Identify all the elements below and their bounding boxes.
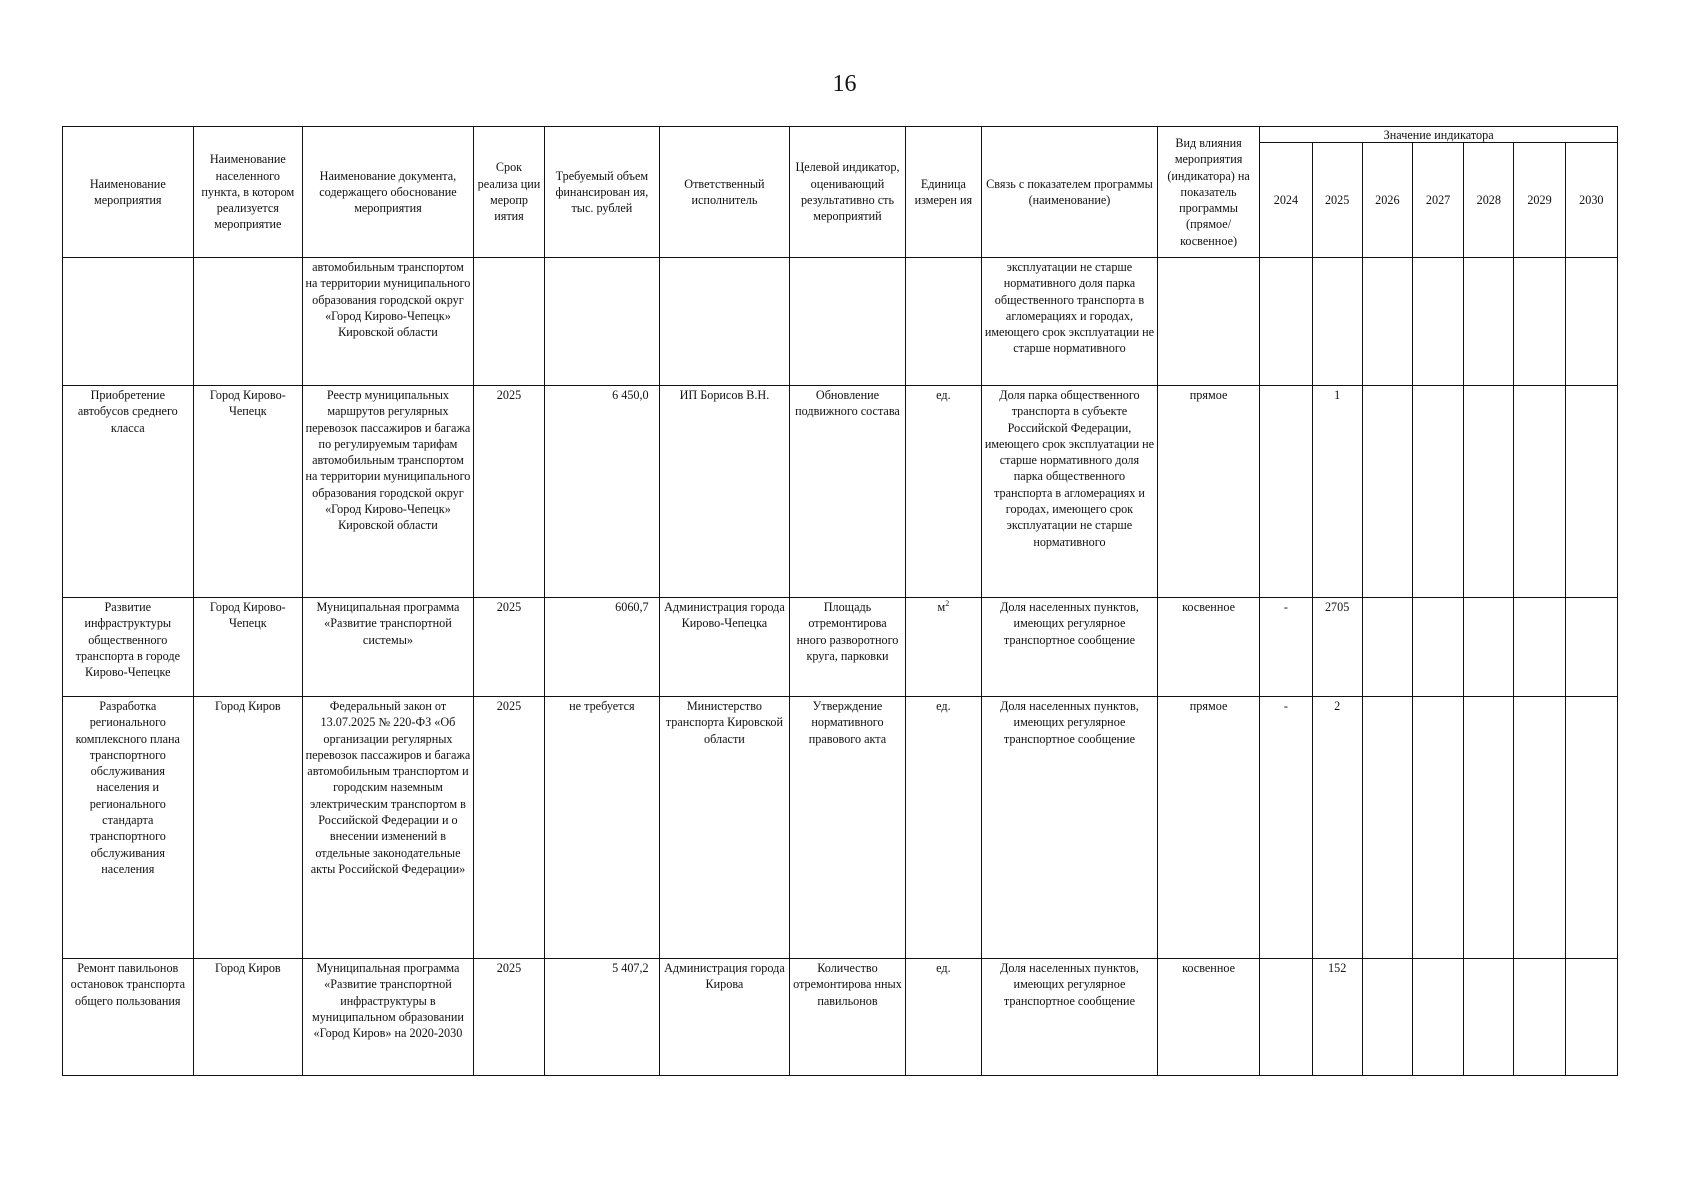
header-term: Срок реализа ции меропр иятия <box>473 127 544 258</box>
header-name: Наименование мероприятия <box>63 127 194 258</box>
cell-term: 2025 <box>473 697 544 959</box>
cell-value-2027 <box>1412 697 1463 959</box>
cell-value-2030 <box>1565 258 1617 386</box>
cell-value-2028 <box>1464 386 1514 598</box>
cell-term: 2025 <box>473 959 544 1076</box>
cell-value-2026 <box>1362 258 1412 386</box>
cell-executor: Администрация города Кирово-Чепецка <box>659 598 790 697</box>
cell-indicator: Обновление подвижного состава <box>790 386 906 598</box>
table-row <box>63 386 1618 598</box>
cell-document: Федеральный закон от 13.07.2025 № 220-ФЗ «Об организации регулярных перевозок пассажиров и багажа автомобильным транспортом и городским наземным электрическим транспортом в Российской Федерации и о внесении изменений в отдельные законодательные акты Российской Федерации» <box>303 697 474 959</box>
header-year: 2024 <box>1260 143 1312 258</box>
cell-value-2026 <box>1362 598 1412 697</box>
header-year: 2026 <box>1362 143 1412 258</box>
cell-value-2024: - <box>1260 697 1312 959</box>
header-document: Наименование документа, содержащего обоснование мероприятия <box>303 127 474 258</box>
cell-value-2028 <box>1464 697 1514 959</box>
cell-executor: Администрация города Кирова <box>659 959 790 1076</box>
cell-value-2024: - <box>1260 598 1312 697</box>
header-locality: Наименование населенного пункта, в котором реализуется мероприятие <box>193 127 302 258</box>
cell-value-2025 <box>1312 258 1362 386</box>
cell-locality: Город Кирово-Чепецк <box>193 598 302 697</box>
cell-name: Приобретение автобусов среднего класса <box>63 386 194 598</box>
header-funding: Требуемый объем финансирован ия, тыс. рублей <box>545 127 660 258</box>
cell-value-2027 <box>1412 598 1463 697</box>
cell-term: 2025 <box>473 386 544 598</box>
cell-locality: Город Киров <box>193 697 302 959</box>
cell-term: 2025 <box>473 598 544 697</box>
cell-value-2027 <box>1412 386 1463 598</box>
cell-value-2025: 1 <box>1312 386 1362 598</box>
cell-link: Доля населенных пунктов, имеющих регулярное транспортное сообщение <box>982 959 1158 1076</box>
cell-impact: прямое <box>1157 386 1259 598</box>
cell-value-2029 <box>1514 386 1565 598</box>
cell-executor <box>659 258 790 386</box>
cell-value-2025: 2705 <box>1312 598 1362 697</box>
cell-funding: 6060,7 <box>545 598 660 697</box>
cell-funding: не требуется <box>545 697 660 959</box>
unit-text: м <box>937 600 946 614</box>
cell-indicator: Площадь отремонтирова нного разворотного круга, парковки <box>790 598 906 697</box>
cell-value-2026 <box>1362 697 1412 959</box>
cell-impact <box>1157 258 1259 386</box>
cell-value-2029 <box>1514 598 1565 697</box>
cell-indicator: Утверждение нормативного правового акта <box>790 697 906 959</box>
table-row <box>63 598 1618 697</box>
cell-value-2027 <box>1412 258 1463 386</box>
header-executor: Ответственный исполнитель <box>659 127 790 258</box>
cell-link: Доля парка общественного транспорта в субъекте Российской Федерации, имеющего срок эксплуатации не старше нормативного доля парка общественного транспорта в агломерациях и городах, имеющего срок эксплуатации не старше нормативного <box>982 386 1158 598</box>
cell-value-2029 <box>1514 258 1565 386</box>
header-year: 2027 <box>1412 143 1463 258</box>
cell-executor: Министерство транспорта Кировской области <box>659 697 790 959</box>
cell-executor: ИП Борисов В.Н. <box>659 386 790 598</box>
cell-unit <box>905 598 981 697</box>
cell-value-2024 <box>1260 959 1312 1076</box>
cell-name: Развитие инфраструктуры общественного транспорта в городе Кирово-Чепецке <box>63 598 194 697</box>
unit-superscript: 2 <box>945 598 950 608</box>
header-indicator-value: Значение индикатора <box>1260 127 1618 143</box>
header-unit: Единица измерен ия <box>905 127 981 258</box>
cell-name <box>63 258 194 386</box>
cell-term <box>473 258 544 386</box>
cell-value-2024 <box>1260 386 1312 598</box>
header-year: 2029 <box>1514 143 1565 258</box>
table-row <box>63 959 1618 1076</box>
header-link: Связь с показателем программы (наименование) <box>982 127 1158 258</box>
cell-value-2030 <box>1565 959 1617 1076</box>
cell-value-2025: 152 <box>1312 959 1362 1076</box>
header-year: 2028 <box>1464 143 1514 258</box>
cell-indicator: Количество отремонтирова нных павильонов <box>790 959 906 1076</box>
cell-name: Разработка регионального комплексного плана транспортного обслуживания населения и регионального стандарта транспортного обслуживания населения <box>63 697 194 959</box>
cell-unit: ед. <box>905 959 981 1076</box>
cell-funding: 6 450,0 <box>545 386 660 598</box>
cell-link: Доля населенных пунктов, имеющих регулярное транспортное сообщение <box>982 697 1158 959</box>
table-row <box>63 258 1618 386</box>
cell-value-2029 <box>1514 959 1565 1076</box>
cell-value-2030 <box>1565 386 1617 598</box>
cell-value-2027 <box>1412 959 1463 1076</box>
cell-value-2025: 2 <box>1312 697 1362 959</box>
cell-locality: Город Кирово-Чепецк <box>193 386 302 598</box>
cell-value-2029 <box>1514 697 1565 959</box>
header-indicator: Целевой индикатор, оценивающий результативно сть мероприятий <box>790 127 906 258</box>
cell-impact: прямое <box>1157 697 1259 959</box>
cell-impact: косвенное <box>1157 959 1259 1076</box>
cell-funding <box>545 258 660 386</box>
cell-document: автомобильным транспортом на территории муниципального образования городской округ «Город Кирово-Чепецк» Кировской области <box>303 258 474 386</box>
cell-value-2028 <box>1464 598 1514 697</box>
cell-value-2026 <box>1362 959 1412 1076</box>
cell-unit: ед. <box>905 697 981 959</box>
cell-locality <box>193 258 302 386</box>
cell-funding: 5 407,2 <box>545 959 660 1076</box>
cell-link: Доля населенных пунктов, имеющих регулярное транспортное сообщение <box>982 598 1158 697</box>
cell-document: Муниципальная программа «Развитие транспортной системы» <box>303 598 474 697</box>
cell-value-2028 <box>1464 258 1514 386</box>
cell-value-2030 <box>1565 697 1617 959</box>
cell-value-2028 <box>1464 959 1514 1076</box>
cell-unit: ед. <box>905 386 981 598</box>
header-year: 2030 <box>1565 143 1617 258</box>
page-number: 16 <box>832 71 857 97</box>
cell-name: Ремонт павильонов остановок транспорта общего пользования <box>63 959 194 1076</box>
header-year: 2025 <box>1312 143 1362 258</box>
cell-indicator <box>790 258 906 386</box>
cell-locality: Город Киров <box>193 959 302 1076</box>
table-row <box>63 697 1618 959</box>
cell-value-2026 <box>1362 386 1412 598</box>
cell-impact: косвенное <box>1157 598 1259 697</box>
header-impact: Вид влияния мероприятия (индикатора) на показатель программы (прямое/ косвенное) <box>1157 127 1259 258</box>
cell-document: Муниципальная программа «Развитие транспортной инфраструктуры в муниципальном образовании «Город Киров» на 2020-2030 <box>303 959 474 1076</box>
cell-link: эксплуатации не старше нормативного доля парка общественного транспорта в агломерациях и городах, имеющего срок эксплуатации не старше нормативного <box>982 258 1158 386</box>
cell-document: Реестр муниципальных маршрутов регулярных перевозок пассажиров и багажа по регулируемым тарифам автомобильным транспортом на территории муниципального образования городской округ «Город Кирово-Чепецк» Кировской области <box>303 386 474 598</box>
measures-table <box>62 126 1618 1076</box>
cell-unit <box>905 258 981 386</box>
cell-value-2030 <box>1565 598 1617 697</box>
cell-value-2024 <box>1260 258 1312 386</box>
